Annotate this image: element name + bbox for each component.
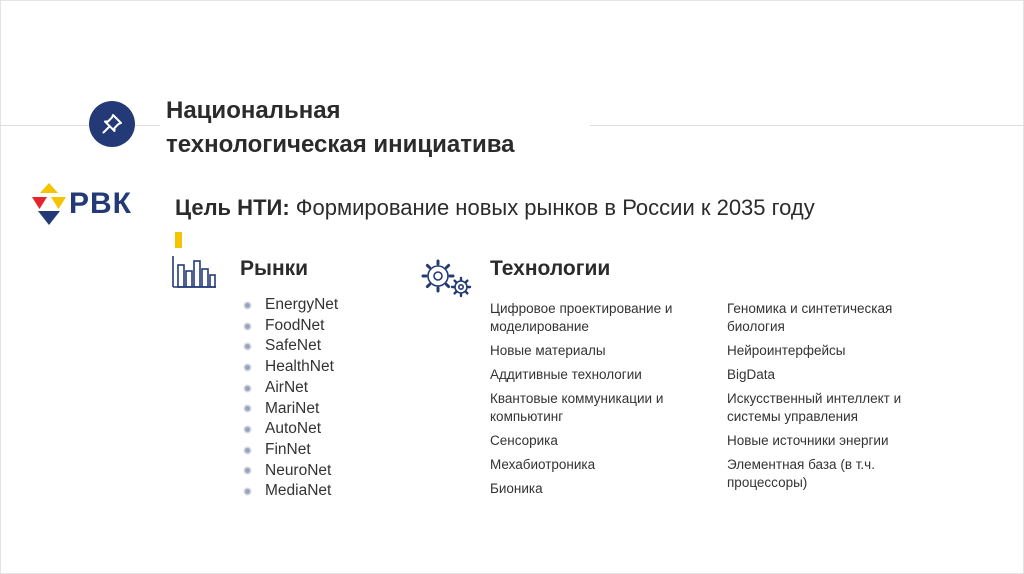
markets-list xyxy=(245,295,338,502)
list-item: BigData xyxy=(727,367,776,382)
list-item: Аддитивные технологии xyxy=(490,367,642,382)
list-item xyxy=(245,440,338,461)
list-item: Цифровое проектирование и моделирование xyxy=(490,301,673,334)
list-item: Сенсорика xyxy=(490,433,558,448)
list-item-label: SafeNet xyxy=(265,337,322,355)
markets-heading: Рынки xyxy=(240,257,309,280)
list-item xyxy=(245,461,338,482)
list-item xyxy=(245,357,338,378)
bullet-icon xyxy=(245,303,250,308)
title-line-1: Национальная xyxy=(166,97,341,124)
bullet-icon xyxy=(245,468,250,473)
goal-text: Формирование новых рынков в России к 2035 году xyxy=(289,195,815,220)
list-item xyxy=(245,481,338,502)
technologies-heading: Технологии xyxy=(490,257,611,280)
list-item: Нейроинтерфейсы xyxy=(727,343,846,358)
list-item: Искусственный интеллект и системы управления xyxy=(727,391,902,424)
list-item-label: FinNet xyxy=(265,440,311,458)
rvk-logo xyxy=(32,183,132,225)
bullet-icon xyxy=(245,427,250,432)
pushpin-icon xyxy=(89,101,135,147)
title-line-2: технологическая инициатива xyxy=(166,131,515,158)
list-item-label: AutoNet xyxy=(265,420,322,438)
list-item xyxy=(245,295,338,316)
bullet-icon xyxy=(245,324,250,329)
technologies-column-1 xyxy=(490,300,715,504)
list-item-label: EnergyNet xyxy=(265,296,339,313)
list-item: Элементная база (в т.ч. процессоры) xyxy=(727,457,875,490)
list-item-label: NeuroNet xyxy=(265,461,332,479)
list-item: Геномика и синтетическая биология xyxy=(727,301,893,334)
bullet-icon xyxy=(245,344,250,349)
list-item-label: AirNet xyxy=(265,378,309,396)
list-item-label: FoodNet xyxy=(265,316,325,334)
bullet-icon xyxy=(245,365,250,370)
list-item-label: MariNet xyxy=(265,399,320,417)
technologies-column-2 xyxy=(727,300,952,498)
list-item xyxy=(245,316,338,337)
list-item-label: HealthNet xyxy=(265,358,334,376)
accent-bar xyxy=(175,232,182,248)
bullet-icon xyxy=(245,386,250,391)
list-item: Квантовые коммуникации и компьютинг xyxy=(490,391,664,424)
list-item xyxy=(245,336,338,357)
list-item xyxy=(245,399,338,420)
list-item: Бионика xyxy=(490,481,543,496)
bullet-icon xyxy=(245,489,250,494)
goal-label: Цель НТИ: xyxy=(175,195,290,220)
goal-statement xyxy=(175,195,815,221)
list-item: Новые материалы xyxy=(490,343,606,358)
gears-icon xyxy=(420,258,474,303)
bar-chart-icon xyxy=(171,255,217,294)
list-item xyxy=(245,419,338,440)
bullet-icon xyxy=(245,406,250,411)
list-item xyxy=(245,378,338,399)
bullet-icon xyxy=(245,448,250,453)
list-item: Новые источники энергии xyxy=(727,433,889,448)
list-item: Мехабиотроника xyxy=(490,457,596,472)
page-title xyxy=(166,94,515,162)
rvk-logo-mark xyxy=(32,183,66,225)
logo-text: РВК xyxy=(69,187,132,220)
list-item-label: MediaNet xyxy=(265,482,332,500)
